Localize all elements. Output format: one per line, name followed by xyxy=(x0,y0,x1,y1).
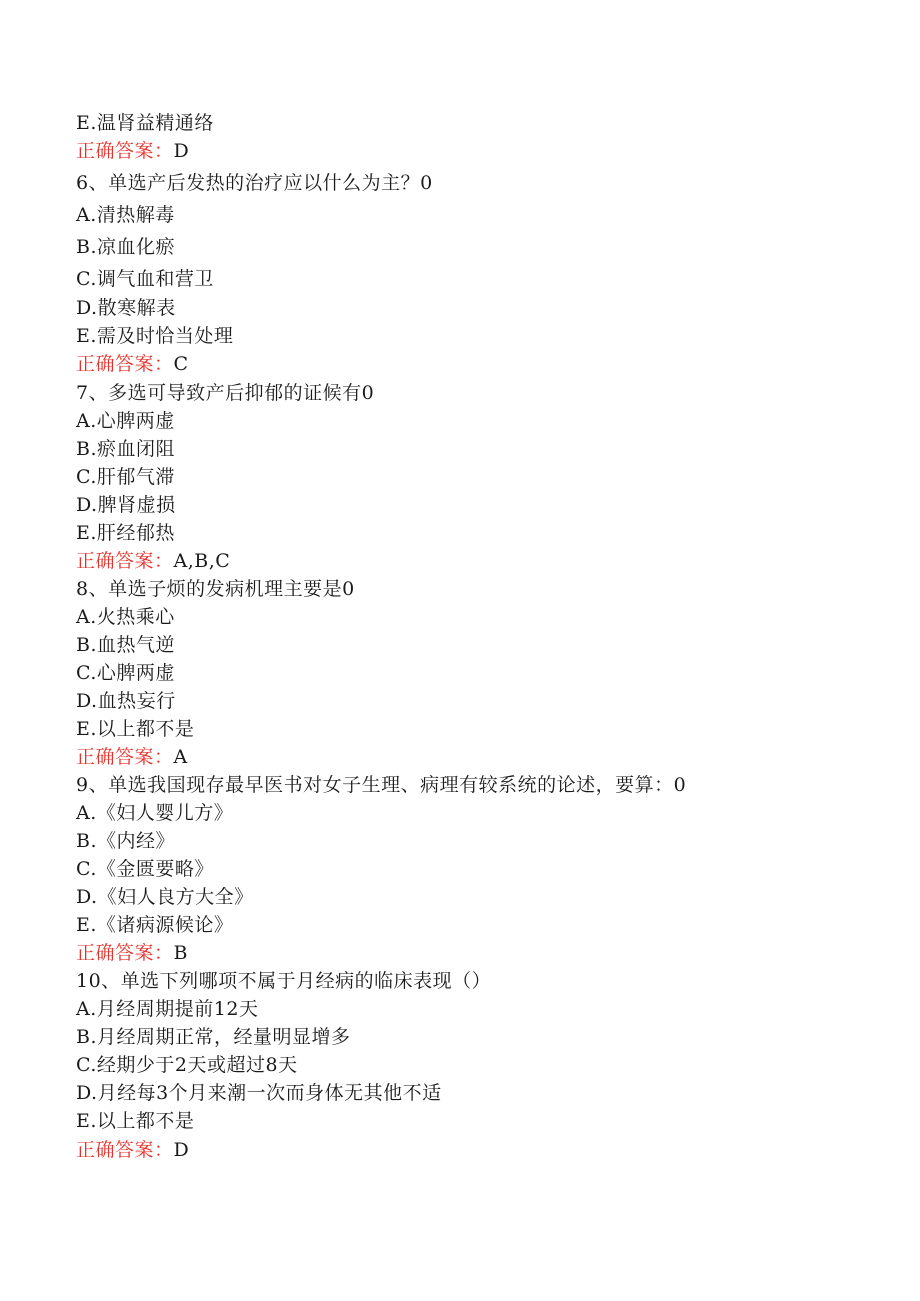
answer-label: 正确答案： xyxy=(76,140,174,162)
answer-value: D xyxy=(173,1139,190,1161)
answer-label: 正确答案： xyxy=(76,1139,174,1161)
option-text: D.月经每3个月来潮一次而身体无其他不适 xyxy=(76,1082,442,1104)
answer-value: A,B,C xyxy=(173,550,231,572)
answer-line xyxy=(76,1137,189,1163)
option-text: B.凉血化瘀 xyxy=(76,236,176,258)
question-text: 6、单选产后发热的治疗应以什么为主？0 xyxy=(76,172,433,194)
question-text: 10、单选下列哪项不属于月经病的临床表现（） xyxy=(76,970,492,992)
option-text: C.心脾两虚 xyxy=(76,662,175,684)
answer-line xyxy=(76,548,230,574)
option-text: A.月经周期提前12天 xyxy=(76,998,259,1020)
answer-value: C xyxy=(173,353,189,375)
option-text: D.脾肾虚损 xyxy=(76,494,176,516)
question-text: 8、单选子烦的发病机理主要是0 xyxy=(76,578,355,600)
answer-label: 正确答案： xyxy=(76,353,174,375)
option-text: A.《妇人婴儿方》 xyxy=(76,802,234,824)
option-text: A.清热解毒 xyxy=(76,204,175,226)
answer-label: 正确答案： xyxy=(76,746,174,768)
answer-line xyxy=(76,351,189,377)
answer-value: B xyxy=(173,942,188,964)
option-text: E.以上都不是 xyxy=(76,1110,195,1132)
answer-line xyxy=(76,744,188,770)
answer-value: D xyxy=(173,140,190,162)
option-text: B.《内经》 xyxy=(76,830,176,852)
option-text: B.月经周期正常，经量明显增多 xyxy=(76,1026,351,1048)
answer-value: A xyxy=(173,746,188,768)
option-text: D.《妇人良方大全》 xyxy=(76,886,254,908)
option-text: D.血热妄行 xyxy=(76,690,176,712)
option-text: E.以上都不是 xyxy=(76,718,195,740)
option-text: A.火热乘心 xyxy=(76,606,175,628)
option-text: C.肝郁气滞 xyxy=(76,466,175,488)
question-text: 7、多选可导致产后抑郁的证候有0 xyxy=(76,382,375,404)
option-text: B.血热气逆 xyxy=(76,634,176,656)
answer-label: 正确答案： xyxy=(76,942,174,964)
question-text: 9、单选我国现存最早医书对女子生理、病理有较系统的论述，要算：0 xyxy=(76,774,687,796)
option-text: D.散寒解表 xyxy=(76,297,176,319)
option-text: C.经期少于2天或超过8天 xyxy=(76,1054,298,1076)
option-text: E.需及时恰当处理 xyxy=(76,325,234,347)
option-text: E.肝经郁热 xyxy=(76,522,175,544)
option-text: C.调气血和营卫 xyxy=(76,268,214,290)
answer-line xyxy=(76,138,189,164)
answer-line xyxy=(76,940,188,966)
option-text: B.瘀血闭阻 xyxy=(76,438,176,460)
answer-label: 正确答案： xyxy=(76,550,174,572)
option-text: A.心脾两虚 xyxy=(76,410,175,432)
option-text: C.《金匮要略》 xyxy=(76,858,214,880)
option-text: E.温肾益精通络 xyxy=(76,112,214,134)
option-text: E.《诸病源候论》 xyxy=(76,914,234,936)
